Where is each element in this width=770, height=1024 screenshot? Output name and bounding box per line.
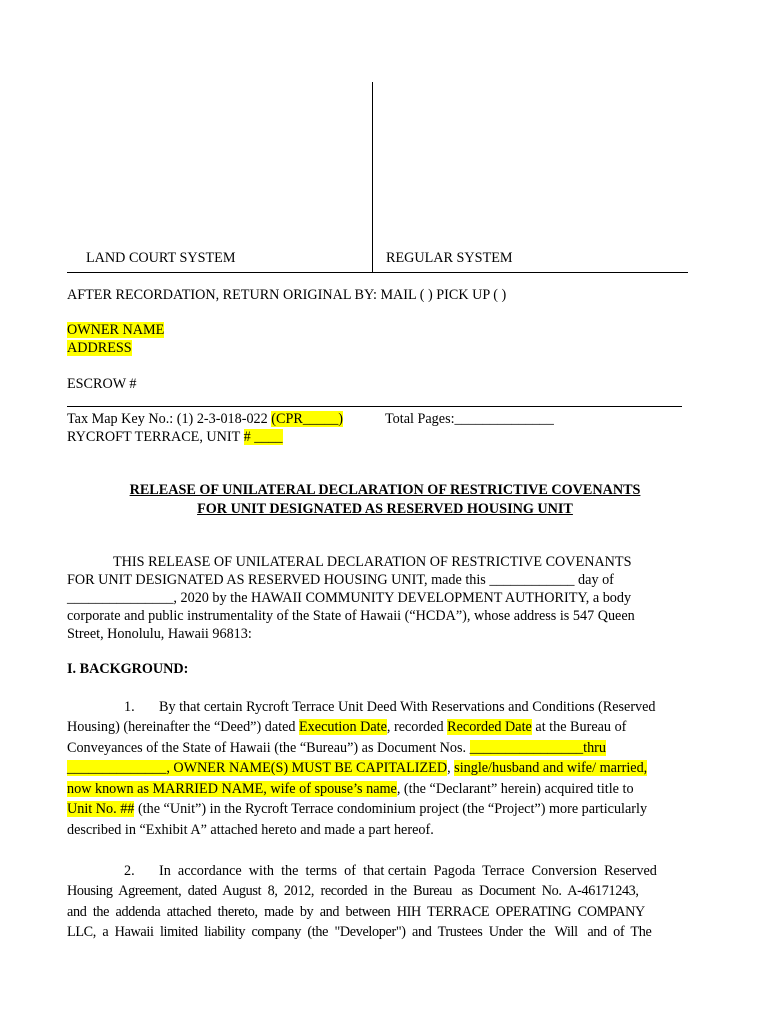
intro-line-4: corporate and public instrumentality of the State of Hawaii (“HCDA”), whose address is 547 Queen <box>67 608 635 624</box>
para1-line-7: described in “Exhibit A” attached hereto and made a part hereof. <box>67 822 434 838</box>
tax-map-key-line: Tax Map Key No.: (1) 2-3-018-022 (CPR_____) <box>67 411 344 427</box>
married-name-field: now known as MARRIED NAME, wife of spouse’s name <box>67 781 397 797</box>
recordation-return-line: AFTER RECORDATION, RETURN ORIGINAL BY: MAIL ( ) PICK UP ( ) <box>67 287 507 303</box>
section-heading-background: I. BACKGROUND: <box>67 661 189 677</box>
para1-line-4: ______________, OWNER NAME(S) MUST BE CAPITALIZED, single/husband and wife/ married, <box>67 760 648 776</box>
marital-status-field: single/husband and wife/ married, <box>454 760 648 776</box>
execution-date-field: Execution Date <box>299 719 387 735</box>
para1-line-5: now known as MARRIED NAME, wife of spouse’s name, (the “Declarant” herein) acquired title to <box>67 781 634 797</box>
para2-line-3: and the addenda attached thereto, made by and between HIH TERRACE OPERATING COMPANY <box>67 904 645 920</box>
intro-line-3: _______________, 2020 by the HAWAII COMMUNITY DEVELOPMENT AUTHORITY, a body <box>67 590 632 606</box>
para1-line-6: Unit No. ## (the “Unit”) in the Rycroft Terrace condominium project (the “Project”) more particularly <box>67 801 648 817</box>
para1-line-1: By that certain Rycroft Terrace Unit Deed With Reservations and Conditions (Reserved <box>159 699 656 715</box>
para2-line-2: Housing Agreement, dated August 8, 2012, recorded in the Bureau as Document No. A-46171243, <box>67 883 639 899</box>
intro-line-5: Street, Honolulu, Hawaii 96813: <box>67 626 252 642</box>
document-title-line-1: RELEASE OF UNILATERAL DECLARATION OF RESTRICTIVE COVENANTS <box>129 482 641 498</box>
para1-number: 1. <box>124 699 135 715</box>
owner-address-field: ADDRESS <box>67 340 132 356</box>
unit-line: RYCROFT TERRACE, UNIT # ____ <box>67 429 283 445</box>
owner-names-field: ______________, OWNER NAME(S) MUST BE CAPITALIZED <box>67 760 448 776</box>
land-court-system-label: LAND COURT SYSTEM <box>86 250 236 266</box>
recorded-date-field: Recorded Date <box>447 719 532 735</box>
para2-line-4: LLC, a Hawaii limited liability company (the "Developer") and Trustees Under the Will and of The <box>67 924 652 940</box>
para2-line-1: In accordance with the terms of that certain Pagoda Terrace Conversion Reserved <box>159 863 657 879</box>
para1-line-2: Housing) (hereinafter the “Deed”) dated Execution Date, recorded Recorded Date at the Bureau of <box>67 719 627 735</box>
unit-no-field: Unit No. ## <box>67 801 135 817</box>
header-divider-horizontal <box>67 272 688 273</box>
document-title-line-2: FOR UNIT DESIGNATED AS RESERVED HOUSING UNIT <box>197 501 573 517</box>
para1-line-3: Conveyances of the State of Hawaii (the “Bureau”) as Document Nos. ________________thru <box>67 740 606 756</box>
cpr-field: (CPR_____) <box>271 411 344 427</box>
header-divider-vertical <box>372 82 373 273</box>
intro-line-1: THIS RELEASE OF UNILATERAL DECLARATION OF RESTRICTIVE COVENANTS <box>113 554 632 570</box>
unit-number-field: # ____ <box>243 429 283 445</box>
regular-system-label: REGULAR SYSTEM <box>386 250 513 266</box>
escrow-label: ESCROW # <box>67 376 137 392</box>
total-pages-field: Total Pages:______________ <box>385 411 554 427</box>
owner-name-field: OWNER NAME <box>67 322 165 338</box>
para2-number: 2. <box>124 863 135 879</box>
document-nos-field: ________________thru <box>469 740 606 756</box>
escrow-divider <box>67 406 682 407</box>
intro-line-2: FOR UNIT DESIGNATED AS RESERVED HOUSING UNIT, made this ____________ day of <box>67 572 614 588</box>
